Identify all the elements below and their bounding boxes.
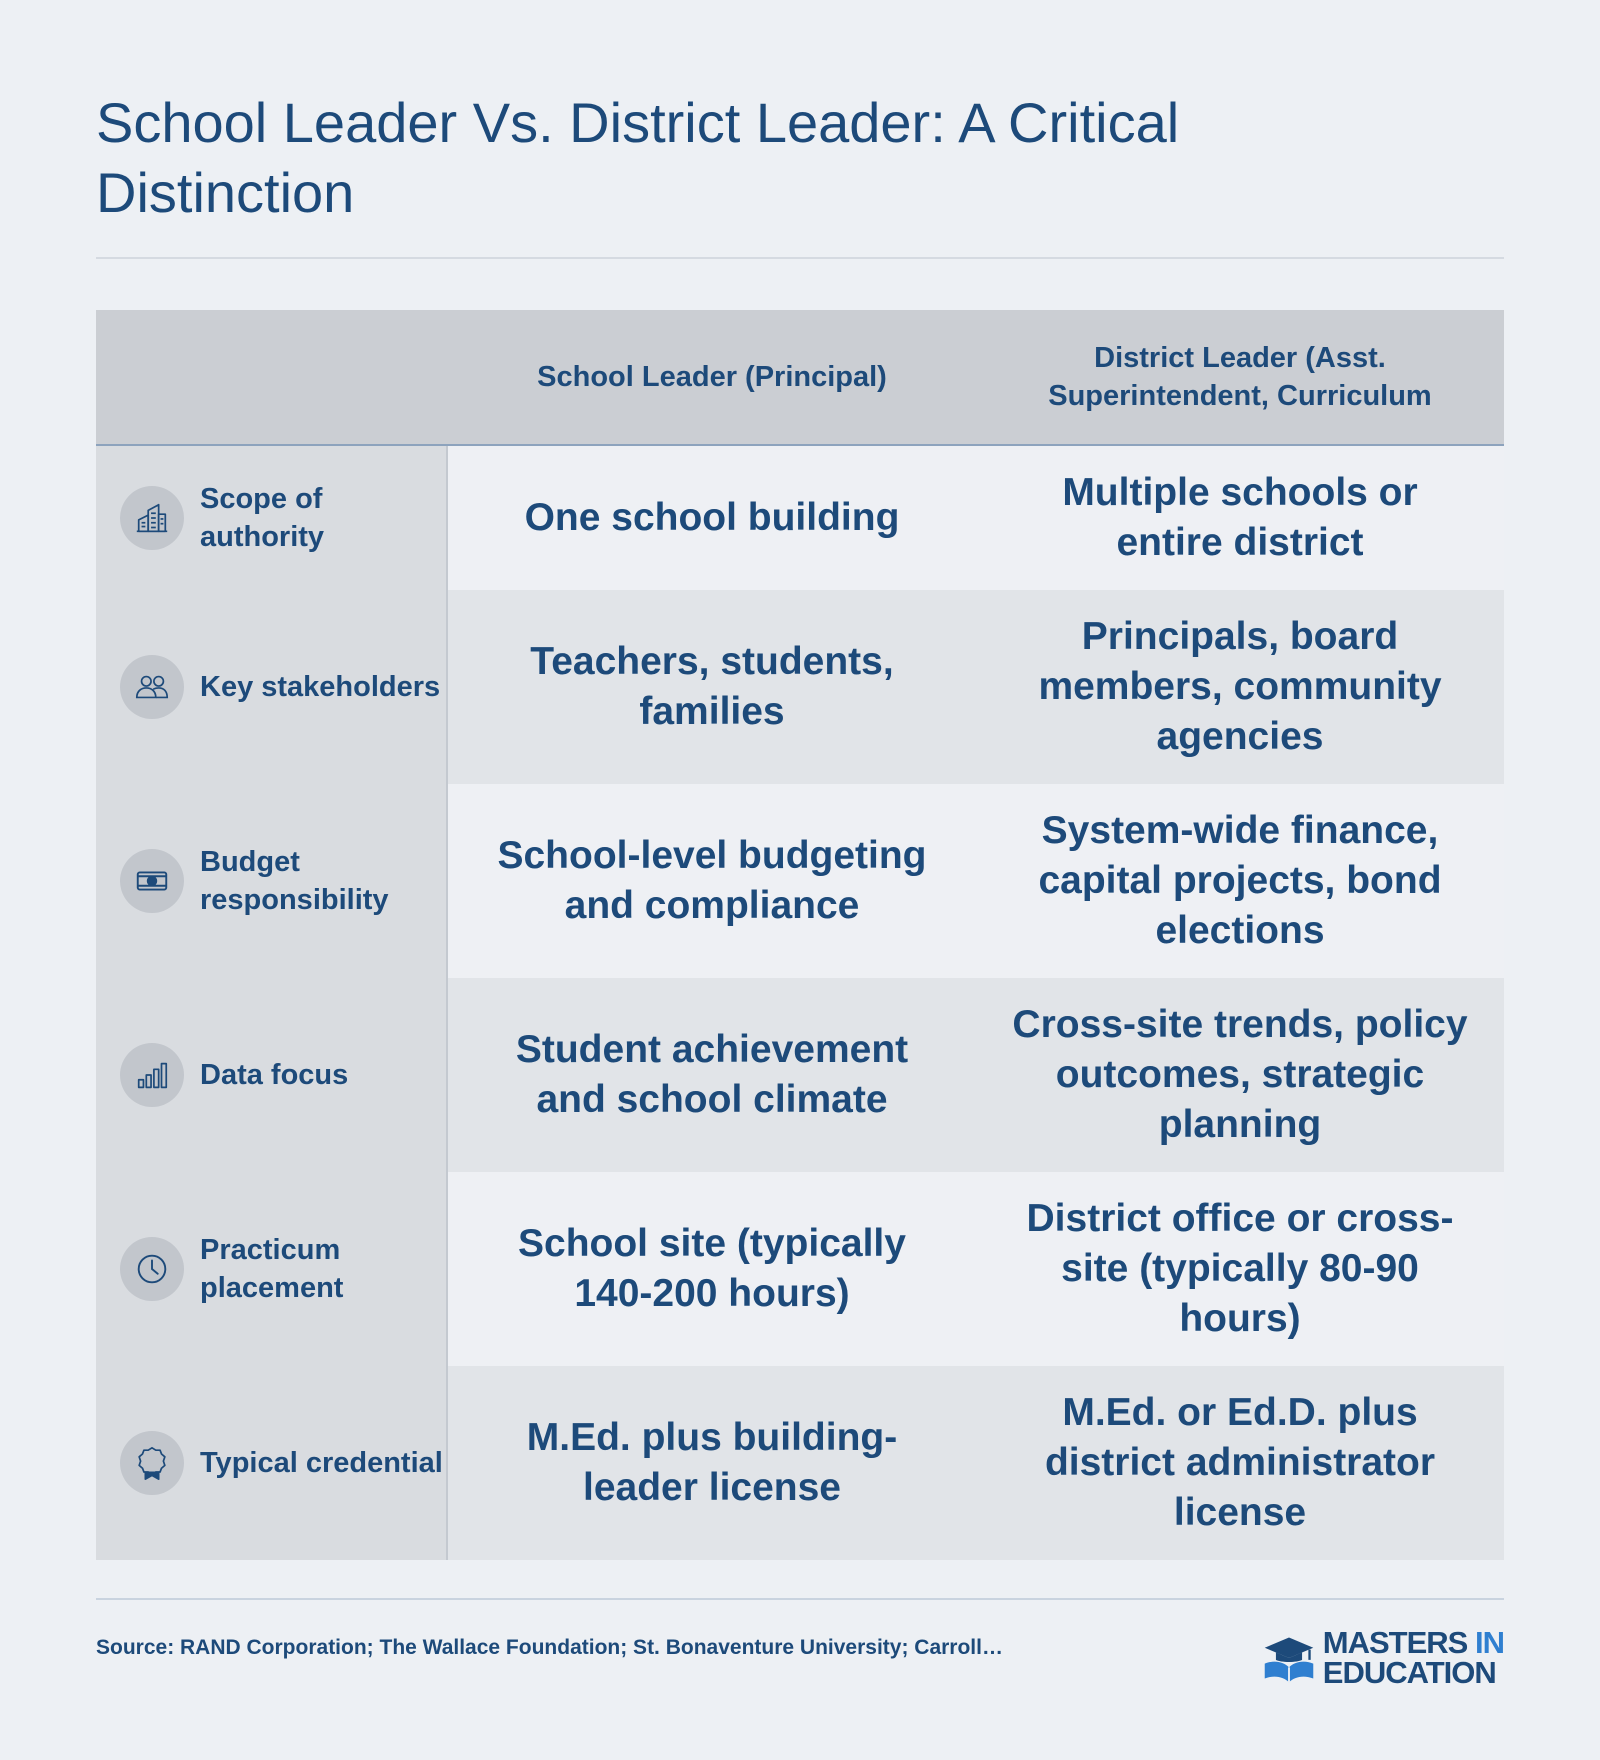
table-header	[96, 310, 1504, 446]
logo-word-education: EDUCATION	[1322, 1655, 1496, 1690]
table-body	[96, 446, 1504, 1560]
row-label-practicum	[96, 1172, 446, 1366]
school-leader-cell: Student achievement and school climate	[515, 1028, 909, 1121]
page-title: School Leader Vs. District Leader: A Critical Distinction	[96, 91, 1180, 224]
table-row	[448, 446, 1504, 590]
graduation-book-icon	[1261, 1630, 1317, 1686]
row-label-stakeholders	[96, 590, 446, 784]
header-blank-cell	[96, 310, 448, 444]
table-row	[448, 1172, 1504, 1366]
row-label-credential	[96, 1366, 446, 1560]
row-label-budget	[96, 784, 446, 978]
money-icon	[120, 849, 184, 913]
row-label-column	[96, 446, 448, 1560]
source-note: Source: RAND Corporation; The Wallace Foundation; St. Bonaventure University; Carroll…	[96, 1636, 1003, 1659]
people-icon	[120, 655, 184, 719]
school-leader-cell: One school building	[524, 496, 900, 539]
district-leader-cell: System-wide finance, capital projects, bond elections	[1038, 809, 1442, 952]
district-leader-cell: Principals, board members, community agencies	[1038, 615, 1442, 758]
row-label-scope	[96, 446, 446, 590]
table-row	[448, 978, 1504, 1172]
school-leader-cell: School-level budgeting and compliance	[497, 834, 927, 927]
district-leader-cell: District office or cross-site (typically 80-90 hours)	[1026, 1197, 1454, 1340]
row-label-text: Data focus	[200, 1059, 349, 1091]
header-district-leader: District Leader (Asst. Superintendent, Curriculum	[1048, 342, 1432, 412]
logo-word-masters: MASTERS	[1322, 1625, 1468, 1660]
district-leader-cell: Multiple schools or entire district	[1062, 471, 1418, 564]
building-icon	[120, 486, 184, 550]
table-row	[448, 784, 1504, 978]
award-icon	[120, 1431, 184, 1495]
row-label-data-focus	[96, 978, 446, 1172]
school-leader-cell: Teachers, students, families	[530, 640, 894, 733]
table-row	[448, 1366, 1504, 1560]
logo-wordmark	[1322, 1625, 1504, 1690]
district-leader-cell: Cross-site trends, policy outcomes, strategic planning	[1012, 1003, 1468, 1146]
district-leader-cell: M.Ed. or Ed.D. plus district administrator license	[1044, 1391, 1436, 1534]
row-label-text: Budget responsibility	[200, 846, 389, 916]
clock-icon	[120, 1237, 184, 1301]
footer-divider	[96, 1598, 1504, 1600]
school-leader-cell: M.Ed. plus building-leader license	[526, 1416, 898, 1509]
row-label-text: Key stakeholders	[200, 671, 441, 703]
comparison-table	[96, 310, 1504, 1560]
title-divider	[96, 257, 1504, 259]
school-leader-cell: School site (typically 140-200 hours)	[518, 1222, 906, 1315]
masters-in-education-logo	[1261, 1625, 1504, 1690]
table-row	[448, 590, 1504, 784]
row-label-text: Scope of authority	[200, 483, 325, 553]
row-value-columns	[448, 446, 1504, 1560]
row-label-text: Practicum placement	[200, 1234, 344, 1304]
logo-word-in: IN	[1475, 1625, 1504, 1660]
bar-chart-icon	[120, 1043, 184, 1107]
header-school-leader: School Leader (Principal)	[537, 361, 887, 393]
row-label-text: Typical credential	[200, 1447, 443, 1479]
